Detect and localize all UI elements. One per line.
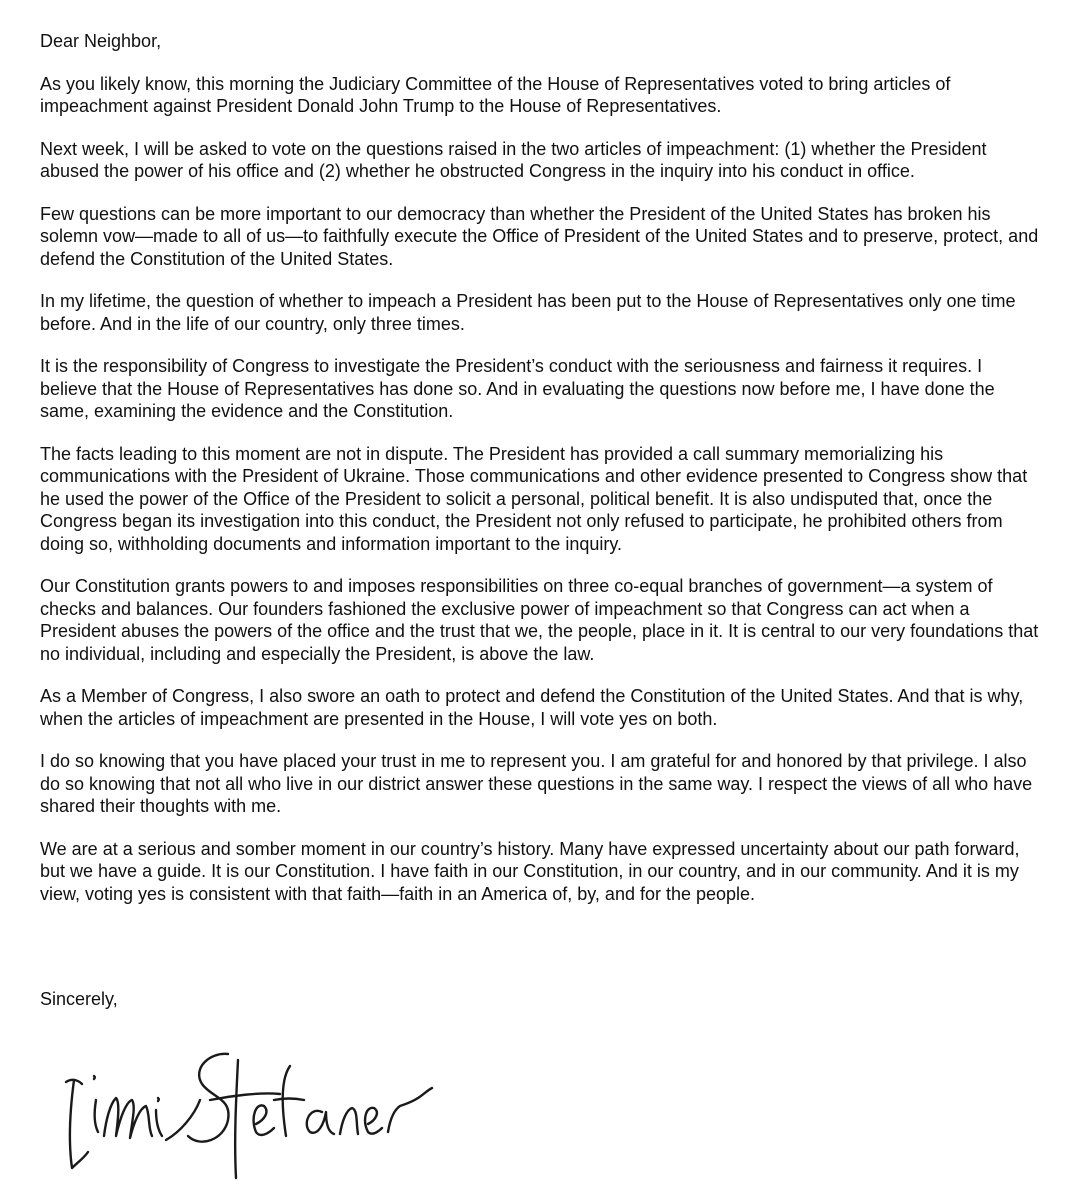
paragraph-9: I do so knowing that you have placed your trust in me to represent you. I am grateful for and honored by that privilege. I also do so knowing that not all who live in our district answer these questions in the same way. I respect the views of all who have shared their thoughts with me. <box>40 751 1033 816</box>
paragraph-2: Next week, I will be asked to vote on the questions raised in the two articles of impeachment: (1) whether the President abused the power of his office and (2) whether he obstructed Congress in the inquiry into his conduct in office. <box>40 138 987 181</box>
paragraph-1: As you likely know, this morning the Judiciary Committee of the House of Representatives voted to bring articles of impeachment against President Donald John Trump to the House of Representatives. <box>40 73 951 116</box>
paragraph-10: We are at a serious and somber moment in our country’s history. Many have expressed uncertainty about our path forward, but we have a guide. It is our Constitution. I have faith in our Constitution, in our country, and in our community. And it is my view, voting yes is consistent with that faith—faith in an America of, by, and for the people. <box>40 838 1020 904</box>
paragraph-7: Our Constitution grants powers to and imposes responsibilities on three co-equal branches of government—a system of checks and balances. Our founders fashioned the exclusive power of impeachment so that Congress can act when a President abuses the powers of the office and the trust that we, the people, place in it. It is central to our very foundations that no individual, including and especially the President, is above the law. <box>40 576 1039 664</box>
closing: Sincerely, <box>40 989 118 1009</box>
paragraph-6: The facts leading to this moment are not in dispute. The President has provided a call summary memorializing his communications with the President of Ukraine. Those communications and other evidence presented to Congress show that he used the power of the Office of the President to solicit a personal, political benefit. It is also undisputed that, once the Congress began its investigation into this conduct, the President not only refused to participate, he prohibited others from doing so, withholding documents and information important to the inquiry. <box>40 443 1028 554</box>
paragraph-5: It is the responsibility of Congress to investigate the President’s conduct with the seriousness and fairness it requires. I believe that the House of Representatives has done so. And in evaluating the questions now before me, I have done the same, examining the evidence and the Constitution. <box>40 356 995 421</box>
paragraph-4: In my lifetime, the question of whether to impeach a President has been put to the House of Representatives only one time before. And in the life of our country, only three times. <box>40 291 1016 334</box>
paragraph-3: Few questions can be more important to our democracy than whether the President of the United States has broken his solemn vow—made to all of us—to faithfully execute the Office of President of the United States and to preserve, protect, and defend the Constitution of the United States. <box>40 203 1039 269</box>
signature-icon <box>60 1040 440 1180</box>
letter-body <box>40 30 1040 1009</box>
salutation: Dear Neighbor, <box>40 31 162 51</box>
paragraph-8: As a Member of Congress, I also swore an oath to protect and defend the Constitution of the United States. And that is why, when the articles of impeachment are presented in the House, I will vote yes on both. <box>40 686 1024 729</box>
